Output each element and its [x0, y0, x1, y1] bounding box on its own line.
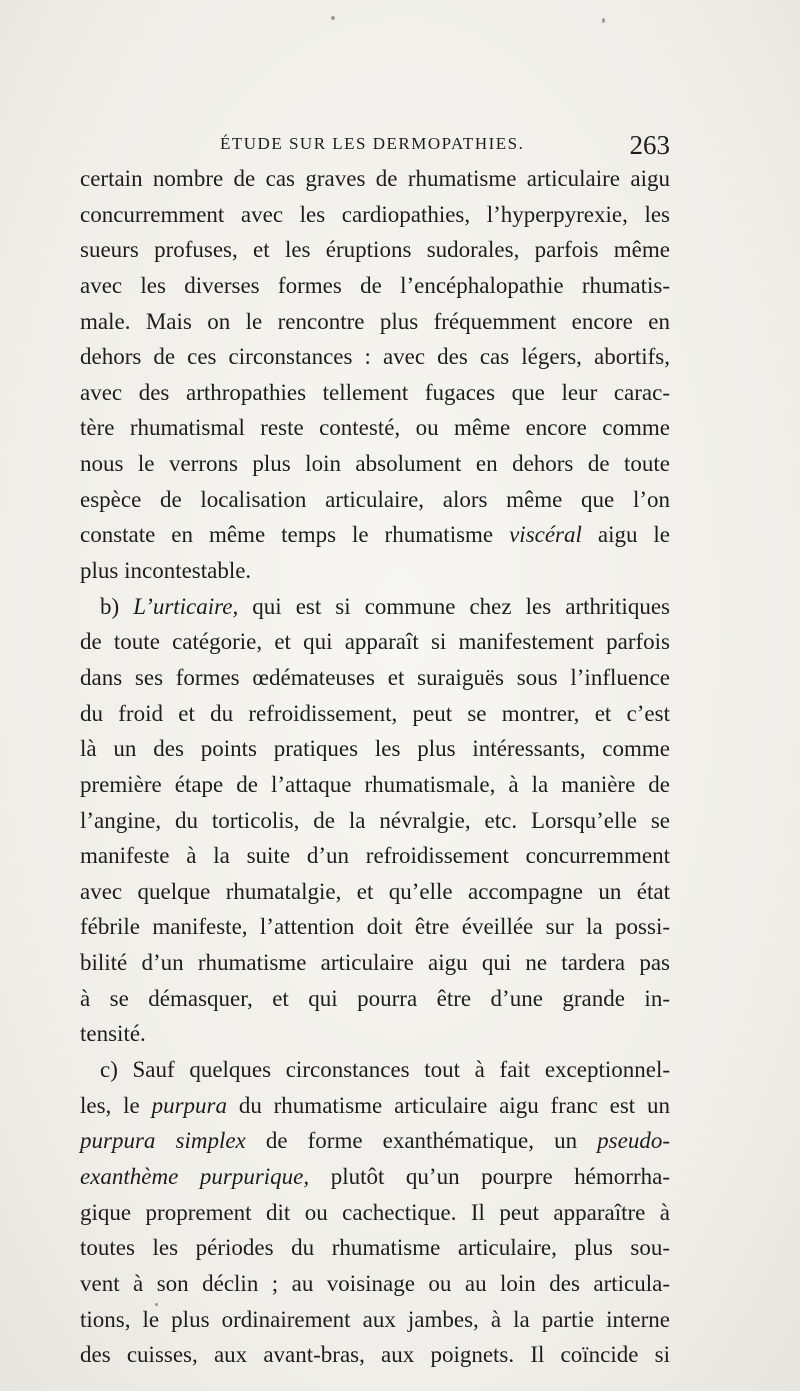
text-span: dans ses formes œdémateuses et suraiguës sous l’influence	[80, 664, 670, 690]
text-line	[80, 1302, 670, 1338]
text-span: tensité.	[80, 1021, 146, 1047]
text-line	[80, 1266, 670, 1302]
text-line	[80, 731, 670, 767]
text-span: gique proprement dit ou cachectique. Il peut apparaître à	[80, 1199, 670, 1225]
text-line	[80, 696, 670, 732]
text-span: tère rhumatismal reste contesté, ou même encore comme	[80, 415, 670, 441]
italic-phrase: viscéral	[509, 522, 582, 548]
paper-speck	[602, 18, 605, 23]
text-span: plus incontestable.	[80, 558, 252, 584]
text-line	[80, 945, 670, 981]
text-span: certain nombre de cas graves de rhumatisme articulaire aigu	[80, 166, 670, 191]
text-line	[80, 553, 670, 589]
text-span: manifeste à la suite d’un refroidissement concurremment	[80, 843, 670, 869]
text-line	[80, 981, 670, 1017]
text-span: bilité d’un rhumatisme articulaire aigu qui ne tardera pas	[80, 950, 670, 976]
text-span: espèce de localisation articulaire, alors même que l’on	[80, 486, 670, 512]
text-line	[80, 660, 670, 696]
text-span: à se démasquer, et qui pourra être d’une grande in-	[80, 985, 670, 1011]
text-line	[80, 1159, 670, 1195]
text-line	[80, 909, 670, 945]
text-span: vent à son déclin ; au voisinage ou au loin des articula-	[80, 1270, 670, 1296]
text-line	[80, 589, 670, 625]
text-span: l’angine, du torticolis, de la névralgie, etc. Lorsqu’elle se	[80, 807, 670, 833]
text-span: première étape de l’attaque rhumatismale, à la manière de	[80, 771, 670, 797]
text-span: c) Sauf quelques circonstances tout à fait exceptionnel-	[100, 1057, 670, 1083]
running-title: ÉTUDE SUR LES DERMOPATHIES.	[220, 134, 525, 153]
text-span: avec des arthropathies tellement fugaces que leur carac-	[80, 379, 670, 405]
paper-speck	[331, 16, 335, 20]
text-line	[80, 1016, 670, 1052]
text-span: dehors de ces circonstances : avec des cas légers, abortifs,	[80, 344, 670, 370]
text-span: fébrile manifeste, l’attention doit être éveillée sur la possi-	[80, 914, 670, 940]
paper-speck	[155, 1303, 158, 1306]
text-line	[80, 838, 670, 874]
text-span: de forme exanthématique, un	[245, 1128, 598, 1154]
text-line	[80, 268, 670, 304]
italic-phrase: pseudo-	[597, 1128, 670, 1154]
body-text	[80, 161, 670, 1373]
text-span: avec quelque rhumatalgie, et qu’elle accompagne un état	[80, 878, 670, 904]
text-line	[80, 232, 670, 268]
text-span: b)	[100, 593, 134, 619]
text-line	[80, 874, 670, 910]
text-line	[80, 161, 670, 197]
italic-phrase: purpura	[151, 1092, 227, 1118]
text-line	[80, 482, 670, 518]
text-line	[80, 517, 670, 553]
text-line	[80, 375, 670, 411]
text-line	[80, 339, 670, 375]
text-span: là un des points pratiques les plus intéressants, comme	[80, 736, 670, 762]
text-span: du froid et du refroidissement, peut se montrer, et c’est	[80, 700, 670, 726]
italic-phrase: purpura simplex	[80, 1128, 246, 1154]
text-span: tions, le plus ordinairement aux jambes, à la partie interne	[80, 1306, 670, 1332]
italic-phrase: exanthème purpurique,	[80, 1163, 310, 1189]
text-line	[80, 1123, 670, 1159]
text-span: qui est si commune chez les arthritiques	[238, 593, 670, 619]
text-span: constate en même temps le rhumatisme	[80, 522, 510, 548]
text-span: des cuisses, aux avant-bras, aux poignets. Il coïncide si	[80, 1342, 670, 1368]
text-line	[80, 1052, 670, 1088]
text-span: toutes les périodes du rhumatisme articulaire, plus sou-	[80, 1235, 670, 1261]
text-line	[80, 197, 670, 233]
page-number: 263	[629, 130, 670, 160]
italic-phrase: L’urticaire,	[133, 593, 239, 619]
text-line	[80, 1337, 670, 1373]
text-span: nous le verrons plus loin absolument en dehors de toute	[80, 451, 670, 477]
text-line	[80, 1088, 670, 1124]
text-span: male. Mais on le rencontre plus fréquemment encore en	[80, 308, 670, 334]
text-line	[80, 1195, 670, 1231]
text-line	[80, 1230, 670, 1266]
text-line	[80, 446, 670, 482]
text-span: du rhumatisme articulaire aigu franc est un	[226, 1092, 671, 1118]
text-line	[80, 767, 670, 803]
text-span: plutôt qu’un pourpre hémorrha-	[309, 1163, 670, 1189]
text-line	[80, 803, 670, 839]
text-line	[80, 304, 670, 340]
text-span: avec les diverses formes de l’encéphalopathie rhumatis-	[80, 272, 670, 298]
text-span: sueurs profuses, et les éruptions sudorales, parfois même	[80, 237, 670, 263]
text-span: les, le	[80, 1092, 152, 1118]
page-header	[80, 130, 670, 164]
text-line	[80, 624, 670, 660]
text-line	[80, 410, 670, 446]
text-span: de toute catégorie, et qui apparaît si manifestement parfois	[80, 629, 670, 655]
text-span: aigu le	[581, 522, 671, 548]
text-span: concurremment avec les cardiopathies, l’hyperpyrexie, les	[80, 201, 670, 227]
